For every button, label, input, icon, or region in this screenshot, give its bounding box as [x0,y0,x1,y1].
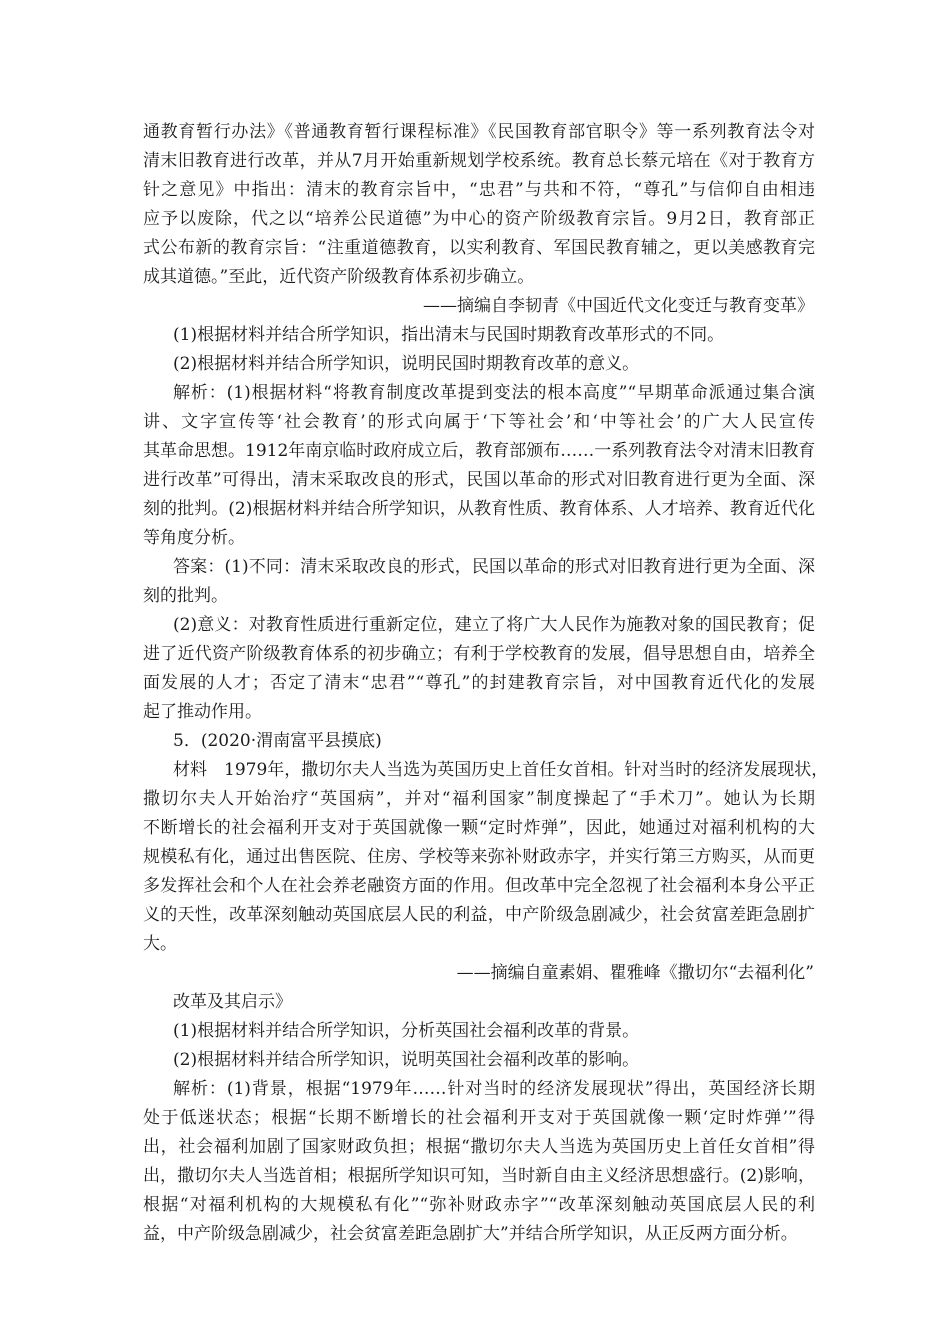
paragraph-line: 通教育暂行办法》《普通教育暂行课程标准》《民国教育部官职令》等一系列教育法令对 [143,122,815,142]
question-2: (2)根据材料并结合所学知识，说明英国社会福利改革的影响。 [173,1050,640,1070]
analysis-line: 解析：(1)根据材料“将教育制度改革提到变法的根本高度”“早期革命派通过集合演 [173,383,815,403]
analysis-line: 益，中产阶级急剧减少，社会贫富差距急剧扩大”并结合所学知识，从正反两方面分析。 [143,1224,798,1244]
citation-source-cont: 改革及其启示》 [173,992,292,1012]
answer-line: 起了推动作用。 [143,702,262,722]
paragraph-line: 清末旧教育进行改革，并从7月开始重新规划学校系统。教育总长蔡元培在《对于教育方 [143,151,815,171]
answer-line: (2)意义：对教育性质进行重新定位，建立了将广大人民作为施教对象的国民教育；促 [173,615,815,635]
material-line: 撒切尔夫人开始治疗“英国病”，并对“福利国家”制度操起了“手术刀”。她认为长期 [143,789,815,809]
question-1: (1)根据材料并结合所学知识，分析英国社会福利改革的背景。 [173,1021,640,1041]
material-line: 规模私有化，通过出售医院、住房、学校等来弥补财政赤字，并实行第三方购买，从而更 [143,847,815,867]
analysis-line: 出，社会福利加剧了国家财政负担；根据“撒切尔夫人当选为英国历史上首任女首相”得 [143,1137,815,1157]
paragraph-line: 应予以废除，代之以“培养公民道德”为中心的资产阶级教育宗旨。9月2日，教育部正 [143,209,815,229]
paragraph-line: 针之意见》中指出：清末的教育宗旨中，“忠君”与共和不符，“尊孔”与信仰自由相违 [143,180,815,200]
citation-source: ——摘编自童素娟、瞿雅峰《撒切尔“去福利化” [456,963,814,983]
analysis-line: 其革命思想。1912年南京临时政府成立后，教育部颁布……一系列教育法令对清末旧教育 [143,441,816,461]
answer-line: 答案：(1)不同：清末采取改良的形式，民国以革命的形式对旧教育进行更为全面、深 [173,557,815,577]
material-line: 不断增长的社会福利开支对于英国就像一颗“定时炸弹”，因此，她通过对福利机构的大 [143,818,815,838]
question-2: (2)根据材料并结合所学知识，说明民国时期教育改革的意义。 [173,354,640,374]
question-1: (1)根据材料并结合所学知识，指出清末与民国时期教育改革形式的不同。 [173,325,725,345]
analysis-line: 出，撒切尔夫人当选首相；根据所学知识可知，当时新自由主义经济思想盛行。(2)影响， [143,1166,815,1186]
paragraph-line: 式公布新的教育宗旨：“注重道德教育，以实利教育、军国民教育辅之，更以美感教育完 [143,238,815,258]
material-line: 义的天性，改革深刻触动英国底层人民的利益，中产阶级急剧减少，社会贫富差距急剧扩 [143,905,815,925]
analysis-line: 处于低迷状态；根据“长期不断增长的社会福利开支对于英国就像一颗‘定时炸弹’”得 [143,1108,815,1128]
analysis-line: 根据“对福利机构的大规模私有化”“弥补财政赤字”“改革深刻触动英国底层人民的利 [143,1195,815,1215]
question-number: 5．(2020·渭南富平县摸底) [173,731,382,751]
analysis-line: 讲、文字宣传等‘社会教育’的形式向属于‘下等社会’和‘中等社会’的广大人民宣传 [143,412,815,432]
analysis-line: 等角度分析。 [143,528,245,548]
answer-line: 面发展的人才；否定了清末“忠君”“尊孔”的封建教育宗旨，对中国教育近代化的发展 [143,673,815,693]
analysis-line: 解析：(1)背景，根据“1979年……针对当时的经济发展现状”得出，英国经济长期 [173,1079,815,1099]
material-line: 材料 1979年，撒切尔夫人当选为英国历史上首任女首相。针对当时的经济发展现状， [173,760,829,780]
material-line: 多发挥社会和个人在社会养老融资方面的作用。但改革中完全忽视了社会福利本身公平正 [143,876,815,896]
analysis-line: 刻的批判。(2)根据材料并结合所学知识，从教育性质、教育体系、人才培养、教育近代化 [143,499,815,519]
analysis-line: 进行改革”可得出，清末采取改良的形式，民国以革命的形式对旧教育进行更为全面、深 [143,470,815,490]
answer-line: 刻的批判。 [143,586,228,606]
material-line: 大。 [143,934,177,954]
paragraph-line: 成其道德。”至此，近代资产阶级教育体系初步确立。 [143,267,535,287]
citation-source: ——摘编自李韧青《中国近代文化变迁与教育变革》 [423,296,814,316]
answer-line: 进了近代资产阶级教育体系的初步确立；有利于学校教育的发展，倡导思想自由，培养全 [143,644,815,664]
